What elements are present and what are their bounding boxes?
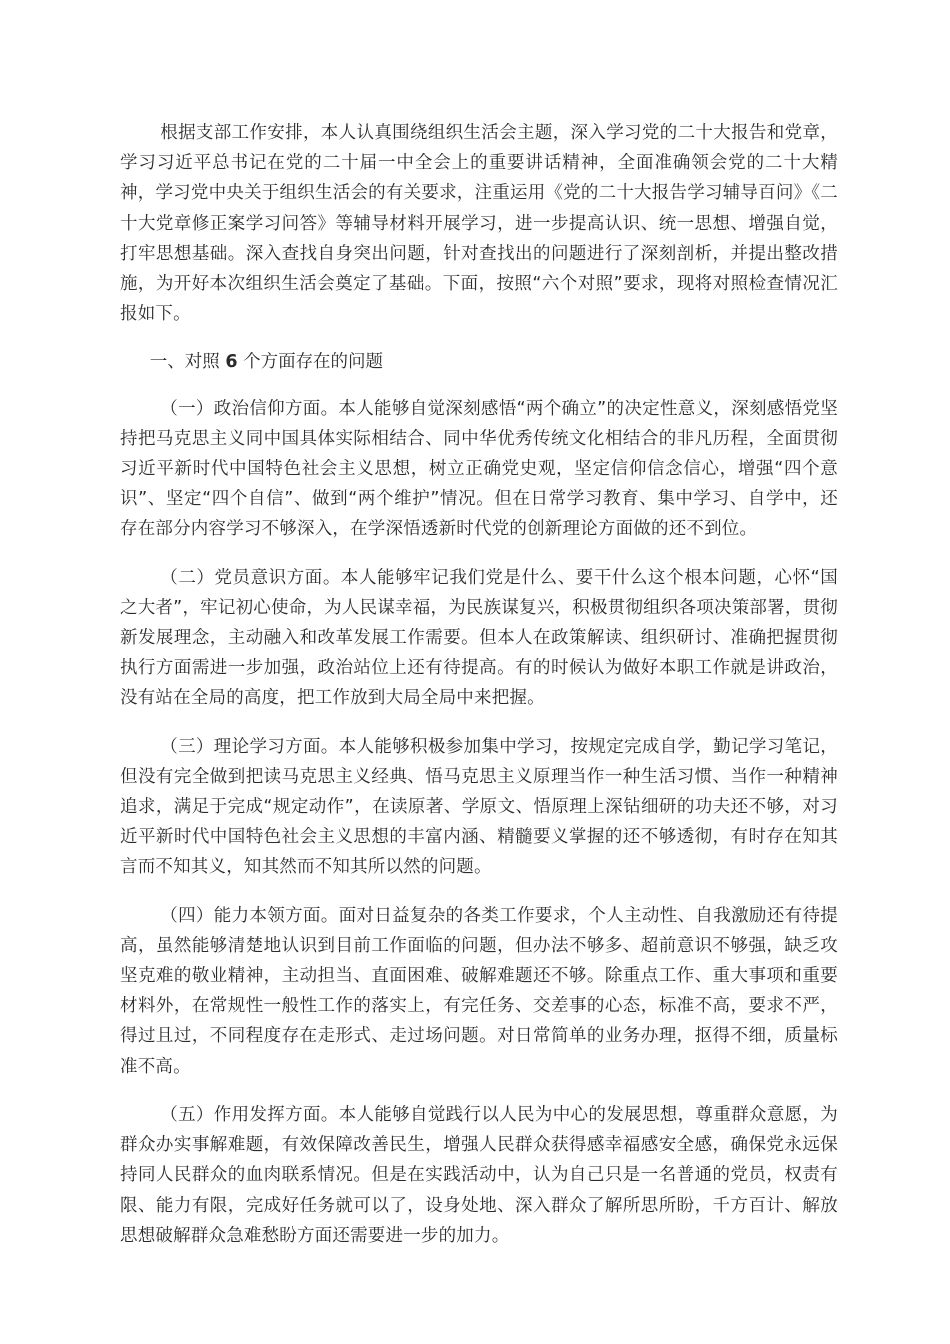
- section-heading: [120, 347, 838, 377]
- document-page: [120, 118, 838, 1269]
- section-heading-suffix: 个方面存在的问题: [237, 352, 384, 373]
- item-ability: （四）能力本领方面。面对日益复杂的各类工作要求，个人主动性、自我激励还有待提高，虽然能够清楚地认识到目前工作面临的问题，但办法不够多、超前意识不够强，缺乏攻坚克难的敬业精神，主动担当、直面困难、破解难题还不够。除重点工作、重大事项和重要材料外，在常规性一般性工作的落实上，有完任务、交差事的心态，标准不高，要求不严，得过且过，不同程度存在走形式、走过场问题。对日常简单的业务办理，抠得不细，质量标准不高。: [120, 905, 838, 1077]
- section-heading-number: 6: [225, 352, 238, 373]
- item-party-awareness: （二）党员意识方面。本人能够牢记我们党是什么、要干什么这个根本问题，心怀“国之大者”，牢记初心使命，为人民谋幸福，为民族谋复兴，积极贯彻组织各项决策部署，贯彻新发展理念，主动融入和改革发展工作需要。但本人在政策解读、组织研讨、准确把握贯彻执行方面需进一步加强，政治站位上还有待提高。有的时候认为做好本职工作就是讲政治，没有站在全局的高度，把工作放到大局全局中来把握。: [120, 567, 838, 709]
- item-theory-study: （三）理论学习方面。本人能够积极参加集中学习，按规定完成自学，勤记学习笔记，但没有完全做到把读马克思主义经典、悟马克思主义原理当作一种生活习惯、当作一种精神追求，满足于完成“规定动作”，在读原著、学原文、悟原理上深钻细研的功夫还不够，对习近平新时代中国特色社会主义思想的丰富内涵、精髓要义掌握的还不够透彻，有时存在知其言而不知其义，知其然而不知其所以然的问题。: [120, 736, 838, 878]
- section-heading-prefix: 一、对照: [149, 352, 226, 373]
- item-political-belief: （一）政治信仰方面。本人能够自觉深刻感悟“两个确立”的决定性意义，深刻感悟党坚持把马克思主义同中国具体实际相结合、同中华优秀传统文化相结合的非凡历程，全面贯彻习近平新时代中国特色社会主义思想，树立正确党史观，坚定信仰信念信心，增强“四个意识”、坚定“四个自信”、做到“两个维护”情况。但在日常学习教育、集中学习、自学中，还存在部分内容学习不够深入，在学深悟透新时代党的创新理论方面做的还不到位。: [120, 398, 838, 540]
- intro-paragraph: 根据支部工作安排，本人认真围绕组织生活会主题，深入学习党的二十大报告和党章，学习习近平总书记在党的二十届一中全会上的重要讲话精神，全面准确领会党的二十大精神，学习党中央关于组织生活会的有关要求，注重运用《党的二十大报告学习辅导百问》《二十大党章修正案学习问答》等辅导材料开展学习，进一步提高认识、统一思想、增强自觉，打牢思想基础。深入查找自身突出问题，针对查找出的问题进行了深刻剖析，并提出整改措施，为开好本次组织生活会奠定了基础。下面，按照“六个对照”要求，现将对照检查情况汇报如下。: [120, 123, 838, 325]
- item-role-play: （五）作用发挥方面。本人能够自觉践行以人民为中心的发展思想，尊重群众意愿，为群众办实事解难题，有效保障改善民生，增强人民群众获得感幸福感安全感，确保党永远保持同人民群众的血肉联系情况。但是在实践活动中，认为自己只是一名普通的党员，权责有限、能力有限，完成好任务就可以了，设身处地、深入群众了解所思所盼，千方百计、解放思想破解群众急难愁盼方面还需要进一步的加力。: [120, 1104, 838, 1246]
